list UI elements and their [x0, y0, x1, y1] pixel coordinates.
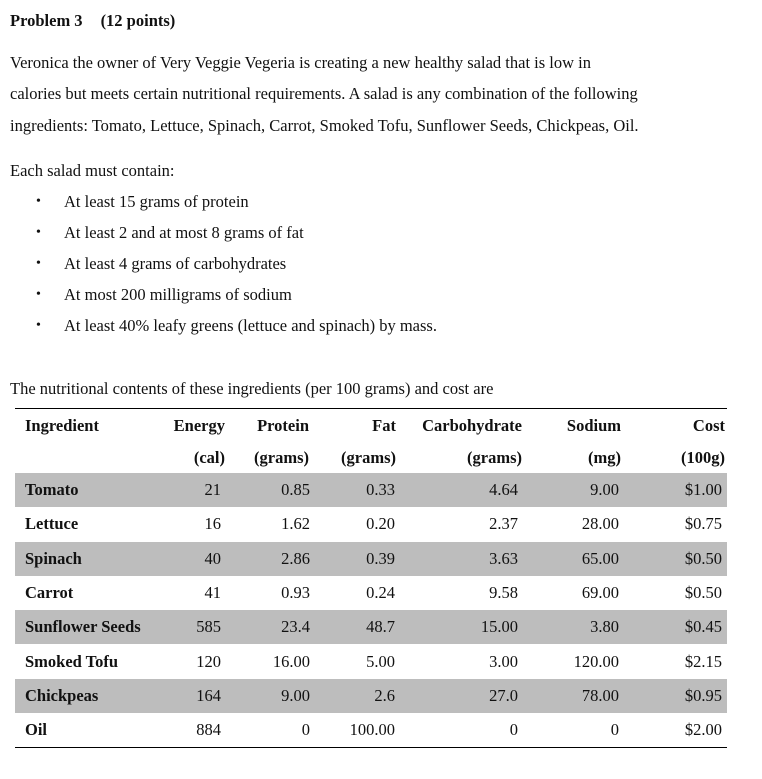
problem-points: (12 points)	[100, 11, 176, 30]
requirement-item: At most 200 milligrams of sodium	[64, 285, 292, 304]
cell-cost: $0.95	[627, 679, 727, 713]
cell-energy: 585	[165, 610, 227, 644]
cell-cost: $2.15	[684, 651, 722, 671]
cell-fat: 100.00	[349, 720, 395, 740]
header-fat-unit: (grams)	[341, 447, 396, 467]
cell-protein: 16.00	[272, 651, 310, 671]
cell-fat: 0.33	[313, 473, 398, 507]
cell-protein: 0.93	[281, 583, 310, 603]
cell-cost: $0.45	[627, 610, 727, 644]
bullet-icon: •	[36, 318, 41, 333]
cell-energy: 40	[165, 542, 227, 576]
requirements-heading: Each salad must contain:	[10, 161, 175, 180]
cell-energy: 21	[165, 473, 227, 507]
header-energy: Energy	[173, 415, 225, 435]
cell-energy: 16	[204, 514, 221, 534]
bullet-icon: •	[36, 287, 41, 302]
cell-cost: $1.00	[627, 473, 727, 507]
table-row	[15, 576, 727, 610]
cell-ingredient: Carrot	[25, 583, 74, 603]
cell-carbohydrate: 4.64	[398, 473, 528, 507]
table-row	[15, 679, 727, 713]
cell-energy: 164	[165, 679, 227, 713]
header-cost: Cost	[692, 415, 725, 435]
cell-sodium: 3.80	[528, 610, 627, 644]
table-row	[15, 644, 727, 678]
cell-ingredient: Tomato	[15, 473, 165, 507]
cell-protein: 2.86	[227, 542, 313, 576]
cell-energy: 41	[204, 583, 221, 603]
requirement-item: At least 2 and at most 8 grams of fat	[64, 223, 304, 242]
intro-line: calories but meets certain nutritional requirements. A salad is any combination of the following	[10, 84, 638, 103]
header-ingredient: Ingredient	[25, 415, 99, 435]
cell-carbohydrate: 27.0	[398, 679, 528, 713]
cell-cost: $2.00	[684, 720, 722, 740]
table-row	[15, 507, 727, 541]
header-protein-unit: (grams)	[254, 447, 309, 467]
table-row	[15, 713, 727, 748]
cell-carbohydrate: 3.00	[489, 651, 518, 671]
cell-carbohydrate: 9.58	[489, 583, 518, 603]
header-carbohydrate: Carbohydrate	[422, 415, 522, 435]
bullet-icon: •	[36, 256, 41, 271]
cell-protein: 0	[301, 720, 310, 740]
requirement-item: At least 4 grams of carbohydrates	[64, 254, 287, 273]
problem-heading	[10, 11, 175, 31]
table-row	[15, 473, 727, 507]
cell-carbohydrate: 15.00	[398, 610, 528, 644]
cell-protein: 23.4	[227, 610, 313, 644]
table-row	[15, 610, 727, 644]
cell-sodium: 69.00	[581, 583, 619, 603]
cell-cost: $0.50	[684, 583, 722, 603]
cell-fat: 0.39	[313, 542, 398, 576]
table-intro: The nutritional contents of these ingredients (per 100 grams) and cost are	[10, 379, 494, 398]
table-header-row	[15, 409, 727, 443]
nutrition-table	[15, 408, 727, 748]
cell-fat: 5.00	[366, 651, 395, 671]
header-cost-unit: (100g)	[681, 447, 725, 467]
cell-fat: 0.20	[366, 514, 395, 534]
cell-sodium: 9.00	[528, 473, 627, 507]
header-protein: Protein	[257, 415, 309, 435]
cell-sodium: 0	[610, 720, 619, 740]
requirement-item: At least 15 grams of protein	[64, 192, 249, 211]
cell-energy: 884	[196, 720, 221, 740]
cell-protein: 1.62	[281, 514, 310, 534]
cell-fat: 2.6	[313, 679, 398, 713]
cell-cost: $0.75	[684, 514, 722, 534]
header-carbohydrate-unit: (grams)	[467, 447, 522, 467]
cell-protein: 0.85	[227, 473, 313, 507]
cell-carbohydrate: 2.37	[489, 514, 518, 534]
problem-number: Problem 3	[10, 11, 83, 30]
cell-sodium: 28.00	[581, 514, 619, 534]
intro-line: ingredients: Tomato, Lettuce, Spinach, Carrot, Smoked Tofu, Sunflower Seeds, Chickpeas, Oil.	[10, 116, 639, 135]
header-sodium: Sodium	[566, 415, 621, 435]
cell-fat: 0.24	[366, 583, 395, 603]
table-row	[15, 542, 727, 576]
cell-carbohydrate: 3.63	[398, 542, 528, 576]
cell-energy: 120	[196, 651, 221, 671]
bullet-icon: •	[36, 194, 41, 209]
cell-ingredient: Lettuce	[25, 514, 79, 534]
header-sodium-unit: (mg)	[588, 447, 621, 467]
cell-ingredient: Sunflower Seeds	[15, 610, 165, 644]
cell-sodium: 65.00	[528, 542, 627, 576]
cell-sodium: 120.00	[573, 651, 619, 671]
header-fat: Fat	[372, 415, 396, 435]
cell-ingredient: Chickpeas	[15, 679, 165, 713]
header-energy-unit: (cal)	[193, 447, 225, 467]
table-header-units-row	[15, 442, 727, 473]
cell-cost: $0.50	[627, 542, 727, 576]
cell-carbohydrate: 0	[509, 720, 518, 740]
cell-ingredient: Spinach	[15, 542, 165, 576]
cell-ingredient: Smoked Tofu	[25, 651, 119, 671]
header-ingredient-unit	[15, 442, 165, 473]
intro-line: Veronica the owner of Very Veggie Vegeria is creating a new healthy salad that is low in	[10, 53, 591, 72]
cell-sodium: 78.00	[528, 679, 627, 713]
requirement-item: At least 40% leafy greens (lettuce and spinach) by mass.	[64, 316, 437, 335]
cell-protein: 9.00	[227, 679, 313, 713]
cell-ingredient: Oil	[25, 720, 48, 740]
bullet-icon: •	[36, 225, 41, 240]
cell-fat: 48.7	[313, 610, 398, 644]
